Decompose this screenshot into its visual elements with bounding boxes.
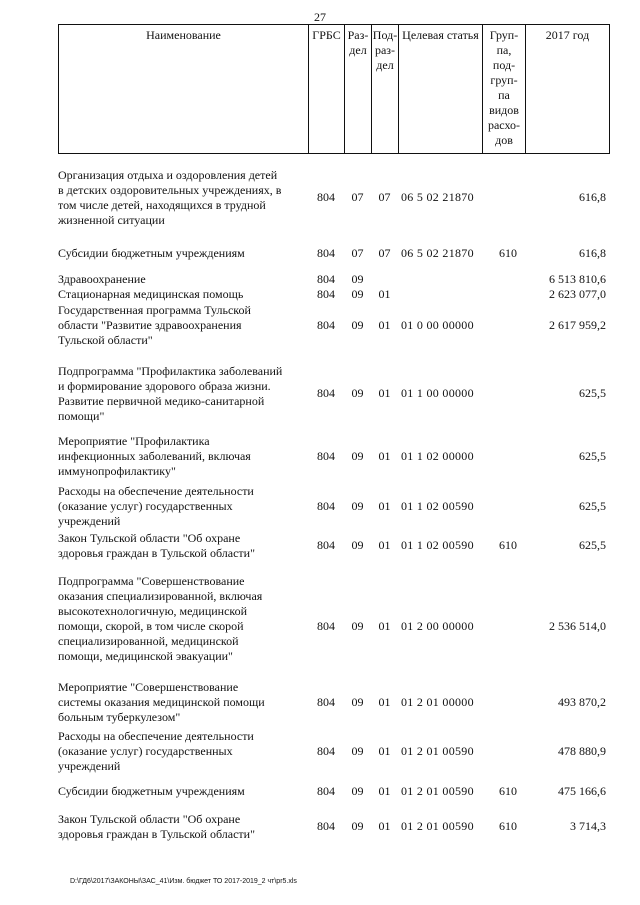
row-name [58, 246, 298, 261]
header-gruppa-line: па [498, 88, 510, 102]
row-celevaya: 01 2 00 00000 [401, 619, 474, 633]
header-podrazdel [372, 25, 399, 153]
header-grbs: ГРБС [309, 25, 345, 153]
row-grbs: 804 [317, 272, 335, 286]
row-grbs: 804 [317, 819, 335, 833]
header-podrazdel-line: Под- [372, 28, 398, 42]
row-sum-2017: 6 513 810,6 [549, 272, 606, 286]
header-gruppa [483, 25, 526, 153]
row-celevaya: 01 2 01 00590 [401, 784, 474, 798]
row-name-line: (оказание услуг) государственных [58, 744, 233, 758]
table-row [58, 364, 610, 424]
row-celevaya: 06 5 02 21870 [401, 246, 474, 260]
row-podrazdel: 01 [378, 784, 391, 798]
row-name-line: высокотехнологичную, медицинской [58, 604, 248, 618]
row-name-line: здоровья граждан в Тульской области" [58, 546, 255, 560]
row-name [58, 287, 298, 302]
row-name-line: Субсидии бюджетным учреждениям [58, 784, 245, 798]
header-gruppa-line: груп- [490, 73, 518, 87]
row-sum-2017: 625,5 [579, 538, 606, 552]
row-sum-2017: 625,5 [579, 386, 606, 400]
row-name-line: том числе детей, находящихся в трудной [58, 198, 266, 212]
row-name-line: учреждений [58, 759, 121, 773]
row-celevaya: 01 0 00 00000 [401, 318, 474, 332]
row-name-line: системы оказания медицинской помощи [58, 695, 265, 709]
row-name [58, 812, 298, 842]
header-celevaya: Целевая статья [399, 25, 483, 153]
header-gruppa-line: расхо- [487, 118, 521, 132]
row-name-line: помощи, медицинской эвакуации" [58, 649, 233, 663]
header-razdel [345, 25, 372, 153]
header-razdel-line: дел [349, 43, 367, 57]
row-razdel: 09 [351, 538, 364, 552]
row-name-line: инфекционных заболеваний, включая [58, 449, 251, 463]
row-podrazdel: 01 [378, 538, 391, 552]
header-gruppa-line: па, [496, 43, 512, 57]
row-name-line: иммунопрофилактику" [58, 464, 176, 478]
row-celevaya: 01 1 00 00000 [401, 386, 474, 400]
row-grbs: 804 [317, 538, 335, 552]
row-razdel: 09 [351, 695, 364, 709]
row-sum-2017: 3 714,3 [570, 819, 606, 833]
header-gruppa-line: дов [495, 133, 513, 147]
table-header [58, 24, 610, 154]
row-celevaya: 01 2 01 00590 [401, 744, 474, 758]
row-name-line: помощи, скорой, в том числе скорой [58, 619, 244, 633]
row-name-line: Мероприятие "Профилактика [58, 434, 210, 448]
table-row [58, 168, 610, 228]
row-name [58, 484, 298, 529]
row-name-line: больным туберкулезом" [58, 710, 181, 724]
row-name-line: Тульской области" [58, 333, 153, 347]
row-sum-2017: 625,5 [579, 499, 606, 513]
table-row [58, 574, 610, 664]
row-name-line: Мероприятие "Совершенствование [58, 680, 239, 694]
row-name [58, 168, 298, 228]
header-gruppa-line: под- [492, 58, 516, 72]
row-sum-2017: 625,5 [579, 449, 606, 463]
row-podrazdel: 01 [378, 619, 391, 633]
row-name [58, 784, 298, 799]
row-grbs: 804 [317, 190, 335, 204]
row-razdel: 09 [351, 318, 364, 332]
row-razdel: 09 [351, 819, 364, 833]
row-name-line: и формирование здорового образа жизни. [58, 379, 271, 393]
row-name-line: Подпрограмма "Совершенствование [58, 574, 245, 588]
row-podrazdel: 01 [378, 386, 391, 400]
row-vid-rashodov: 610 [499, 246, 517, 260]
row-name-line: специализированной, медицинской [58, 634, 239, 648]
header-razdel-line: Раз- [347, 28, 369, 42]
row-podrazdel: 01 [378, 744, 391, 758]
row-vid-rashodov: 610 [499, 538, 517, 552]
page-number: 27 [314, 10, 326, 24]
row-grbs: 804 [317, 287, 335, 301]
header-name: Наименование [59, 25, 309, 153]
row-razdel: 09 [351, 499, 364, 513]
row-razdel: 07 [351, 190, 364, 204]
row-celevaya: 01 1 02 00590 [401, 538, 474, 552]
table-row [58, 729, 610, 774]
row-name [58, 531, 298, 561]
row-name-line: (оказание услуг) государственных [58, 499, 233, 513]
row-grbs: 804 [317, 744, 335, 758]
row-name-line: оказания специализированной, включая [58, 589, 263, 603]
row-razdel: 07 [351, 246, 364, 260]
row-name [58, 434, 298, 479]
row-grbs: 804 [317, 386, 335, 400]
row-razdel: 09 [351, 449, 364, 463]
row-celevaya: 01 1 02 00000 [401, 449, 474, 463]
row-name-line: Государственная программа Тульской [58, 303, 251, 317]
row-name-line: Здравоохранение [58, 272, 146, 286]
table-row [58, 434, 610, 479]
row-celevaya: 06 5 02 21870 [401, 190, 474, 204]
row-name-line: Подпрограмма "Профилактика заболеваний [58, 364, 283, 378]
row-razdel: 09 [351, 272, 364, 286]
row-sum-2017: 2 617 959,2 [549, 318, 606, 332]
row-razdel: 09 [351, 386, 364, 400]
row-vid-rashodov: 610 [499, 819, 517, 833]
row-sum-2017: 478 880,9 [558, 744, 606, 758]
table-row [58, 784, 610, 799]
row-podrazdel: 07 [378, 246, 391, 260]
row-name [58, 729, 298, 774]
row-razdel: 09 [351, 744, 364, 758]
row-sum-2017: 2 623 077,0 [549, 287, 606, 301]
row-podrazdel: 01 [378, 695, 391, 709]
row-podrazdel: 01 [378, 318, 391, 332]
table-row [58, 246, 610, 261]
row-podrazdel: 01 [378, 499, 391, 513]
row-name-line: Расходы на обеспечение деятельности [58, 729, 254, 743]
table-row [58, 680, 610, 725]
row-razdel: 09 [351, 619, 364, 633]
row-celevaya: 01 1 02 00590 [401, 499, 474, 513]
row-grbs: 804 [317, 784, 335, 798]
row-name-line: здоровья граждан в Тульской области" [58, 827, 255, 841]
row-name [58, 272, 298, 287]
row-celevaya: 01 2 01 00000 [401, 695, 474, 709]
row-podrazdel: 01 [378, 287, 391, 301]
header-year: 2017 год [545, 28, 590, 42]
row-grbs: 804 [317, 619, 335, 633]
row-name-line: Стационарная медицинская помощь [58, 287, 244, 301]
table-row [58, 531, 610, 561]
row-grbs: 804 [317, 318, 335, 332]
row-celevaya: 01 2 01 00590 [401, 819, 474, 833]
row-name-line: Субсидии бюджетным учреждениям [58, 246, 245, 260]
header-podrazdel-line: дел [376, 58, 394, 72]
row-name [58, 680, 298, 725]
table-row [58, 272, 610, 287]
row-name-line: в детских оздоровительных учреждениях, в [58, 183, 282, 197]
table-row [58, 484, 610, 529]
row-name-line: помощи" [58, 409, 105, 423]
row-name [58, 364, 298, 424]
table-row [58, 303, 610, 348]
row-sum-2017: 475 166,6 [558, 784, 606, 798]
row-name-line: жизненной ситуации [58, 213, 165, 227]
row-podrazdel: 07 [378, 190, 391, 204]
row-sum-2017: 493 870,2 [558, 695, 606, 709]
row-grbs: 804 [317, 499, 335, 513]
row-grbs: 804 [317, 695, 335, 709]
row-grbs: 804 [317, 449, 335, 463]
table-row [58, 812, 610, 842]
row-name-line: учреждений [58, 514, 121, 528]
row-podrazdel: 01 [378, 449, 391, 463]
row-razdel: 09 [351, 784, 364, 798]
row-name-line: Организация отдыха и оздоровления детей [58, 168, 278, 182]
row-grbs: 804 [317, 246, 335, 260]
header-gruppa-line: Груп- [489, 28, 519, 42]
row-sum-2017: 616,8 [579, 246, 606, 260]
row-name-line: Закон Тульской области "Об охране [58, 812, 241, 826]
row-sum-2017: 2 536 514,0 [549, 619, 606, 633]
row-name-line: Расходы на обеспечение деятельности [58, 484, 254, 498]
header-podrazdel-line: раз- [374, 43, 396, 57]
file-path-footer: D:\ГД6\2017\ЗАКОНЫ\ЗАС_41\Изм. бюджет ТО 2017-2019_2 чт\pr5.xls [70, 878, 297, 885]
header-gruppa-line: видов [489, 103, 519, 117]
row-name-line: Развитие первичной медико-санитарной [58, 394, 265, 408]
row-podrazdel: 01 [378, 819, 391, 833]
row-name [58, 303, 298, 348]
table-row [58, 287, 610, 302]
row-vid-rashodov: 610 [499, 784, 517, 798]
row-name [58, 574, 298, 664]
row-name-line: Закон Тульской области "Об охране [58, 531, 241, 545]
row-razdel: 09 [351, 287, 364, 301]
row-sum-2017: 616,8 [579, 190, 606, 204]
row-name-line: области "Развитие здравоохранения [58, 318, 242, 332]
